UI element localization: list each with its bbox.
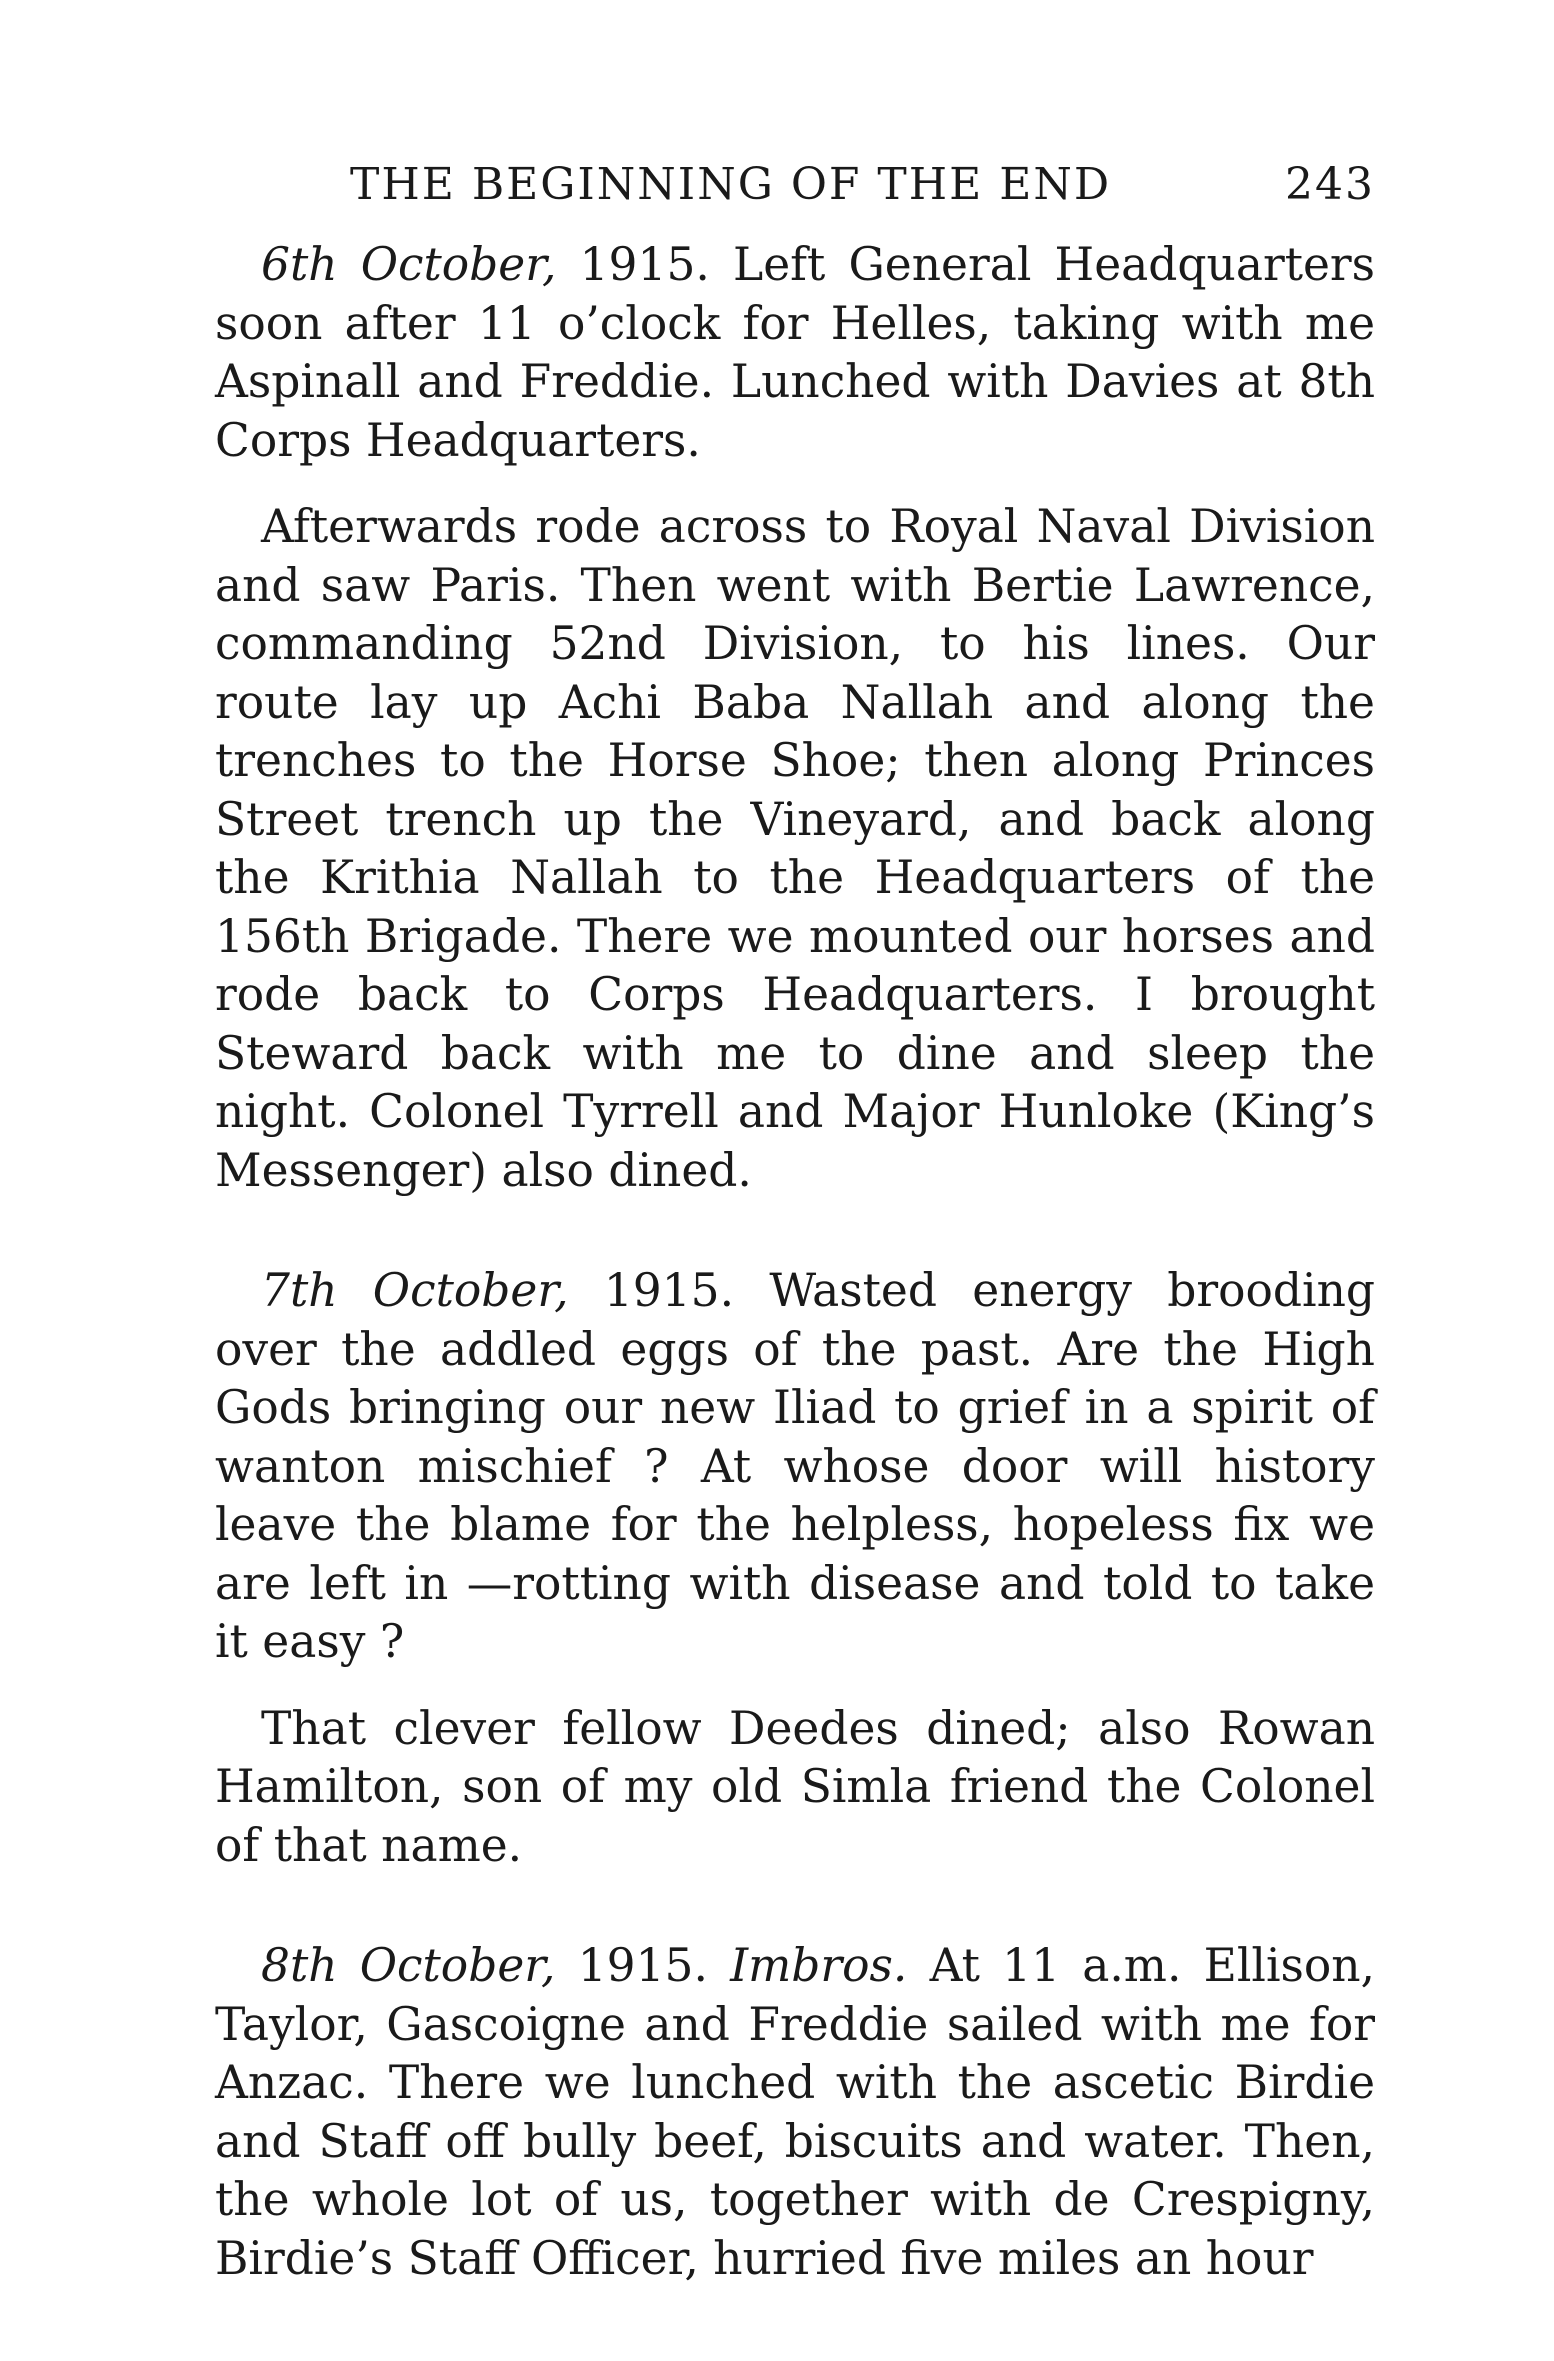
entry-date: 8th October,: [261, 1939, 556, 1992]
paragraph-deedes: [215, 1700, 1375, 1876]
paragraph-text: Wasted energy brooding over the addled eggs of the past. Are the High Gods bringing our new Iliad to grief in a spirit of wanton mischief ? At whose door will history leave the blame for the helpless, hopeless fix we are left in —rotting with disease and told to take it easy ?: [215, 1264, 1376, 1668]
entry-year: 1915.: [555, 1939, 731, 1992]
body-text: [215, 236, 1375, 2288]
paragraph-6-october: [215, 236, 1375, 470]
paragraph-text: Afterwards rode across to Royal Naval Division and saw Paris. Then went with Bertie Lawrence, commanding 52nd Division, to his lines. Our route lay up Achi Baba Nallah and along the trenches to the Horse Shoe; then along Princes Street trench up the Vineyard, and back along the Krithia Nallah to the Headquarters of the 156th Brigade. There we mounted our horses and rode back to Corps Headquarters. I brought Steward back with me to dine and sleep the night. Colonel Tyrrell and Major Hunloke (King’s Messenger) also dined.: [215, 500, 1375, 1197]
paragraph-text: Left General Headquarters soon after 11 o’clock for Helles, taking with me Aspinall and Freddie. Lunched with Davies at 8th Corps Headquarters.: [215, 238, 1376, 467]
paragraph-text: That clever fellow Deedes dined; also Rowan Hamilton, son of my old Simla friend the Colonel of that name.: [215, 1701, 1375, 1872]
chapter-title: THE BEGINNING OF THE END: [350, 159, 1112, 210]
running-head: [350, 150, 1375, 220]
entry-year: 1915.: [568, 1264, 770, 1317]
paragraph-7-october: [215, 1262, 1375, 1672]
entry-place: Imbros.: [730, 1939, 908, 1992]
paragraph-8-october: [215, 1937, 1375, 2288]
page-number: 243: [1285, 159, 1375, 210]
entry-year: 1915.: [556, 238, 734, 291]
entry-date: 7th October,: [261, 1264, 569, 1317]
paragraph-text: At 11 a.m. Ellison, Taylor, Gascoigne and Freddie sailed with me for Anzac. There we lunched with the ascetic Birdie and Staff off bully beef, biscuits and water. Then, the whole lot of us, together with de Crespigny, Birdie’s Staff Officer, hurried five miles an hour: [215, 1939, 1376, 2285]
entry-date: 6th October,: [261, 238, 557, 291]
paragraph-afterwards: [215, 498, 1375, 1200]
